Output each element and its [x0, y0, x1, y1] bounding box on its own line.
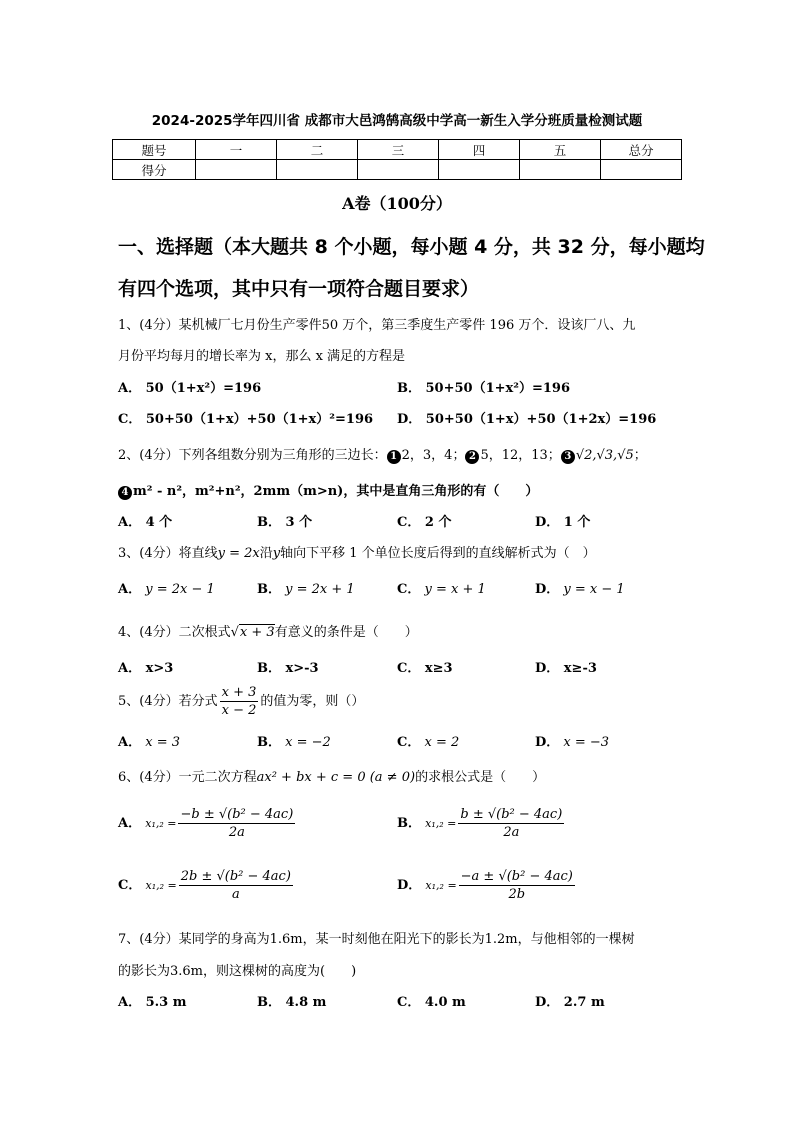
q2-root3: ,√3,	[592, 448, 618, 463]
q3-option-a-label: A．	[118, 582, 142, 597]
q4-option-b[interactable]: B． x>-3	[257, 661, 319, 676]
q5-numerator: x + 3	[221, 685, 257, 700]
score-table	[112, 139, 682, 180]
q2-group4: m² - n²，m²+n²，2mm（m>n)，其中是直角三角形的有（ ）	[133, 484, 539, 499]
q6-equation: ax² + bx + c = 0 (a ≠ 0)	[256, 770, 416, 785]
q5-prefix: 5、(4分）若分式	[118, 694, 218, 709]
q2-option-b[interactable]: B． 3 个	[257, 515, 313, 530]
q7-option-a[interactable]: A． 5.3 m	[118, 995, 187, 1010]
q6-option-d-fraction	[459, 868, 575, 903]
q6-option-c-lhs: x₁,₂ =	[145, 879, 177, 892]
q5-option-a[interactable]	[118, 731, 180, 750]
q1-option-c[interactable]: C． 50+50（1+x）+50（1+x）²=196	[118, 412, 374, 427]
q3-line-expr: y = 2x	[217, 546, 260, 561]
q6-option-b[interactable]	[397, 806, 566, 841]
score-header-cell: 题号	[113, 140, 196, 160]
q6-option-c[interactable]	[118, 868, 295, 903]
q3-option-a[interactable]	[118, 578, 215, 597]
q4-suffix: 有意义的条件是（ ）	[274, 625, 418, 640]
q7-stem-line2: 的影长为3.6m，则这棵树的高度为( )	[118, 964, 357, 979]
q7-option-b[interactable]: B． 4.8 m	[257, 995, 327, 1010]
q5-option-b-expr: x = −2	[285, 735, 331, 750]
score-cell[interactable]	[439, 160, 520, 180]
q4-option-d[interactable]: D． x≥-3	[535, 661, 597, 676]
score-header-cell: 三	[358, 140, 439, 160]
q2-group1: 2，3，4；	[401, 448, 466, 463]
score-cell[interactable]	[196, 160, 277, 180]
score-table-score-row	[113, 160, 682, 180]
score-header-cell: 总分	[601, 140, 682, 160]
q6-option-a-denominator: 2a	[228, 825, 245, 840]
q6-suffix: 的求根公式是（ ）	[415, 770, 546, 785]
q2-semicolon: ；	[633, 448, 647, 463]
q5-option-c-label: C．	[397, 735, 421, 750]
q1-option-d[interactable]: D． 50+50（1+x）+50（1+2x）=196	[397, 412, 657, 427]
circled-4-icon: 4	[118, 486, 132, 500]
q3-stem	[118, 542, 596, 561]
q7-option-c[interactable]: C． 4.0 m	[397, 995, 466, 1010]
q6-prefix: 6、(4分）一元二次方程	[118, 770, 257, 785]
score-cell[interactable]	[277, 160, 358, 180]
q7-stem-line1: 7、(4分）某同学的身高为1.6m，某一时刻他在阳光下的影长为1.2m，与他相邻的一棵树	[118, 932, 635, 947]
circled-1-icon: 1	[387, 450, 401, 464]
q2-prefix: 2、(4分）下列各组数分别为三角形的三边长：	[118, 448, 387, 463]
paper-a-heading: A卷（100分）	[342, 194, 452, 213]
q5-option-d[interactable]	[535, 731, 609, 750]
q6-option-d-label: D．	[397, 878, 422, 893]
score-row-label: 得分	[113, 160, 196, 180]
q2-stem-line2	[118, 480, 538, 500]
q5-option-c[interactable]	[397, 731, 459, 750]
q5-option-a-label: A．	[118, 735, 142, 750]
q6-option-a-lhs: x₁,₂ =	[145, 817, 177, 830]
q6-option-d-denominator: 2b	[508, 887, 526, 902]
q6-option-c-label: C．	[118, 878, 142, 893]
q7-option-d[interactable]: D． 2.7 m	[535, 995, 605, 1010]
q6-stem	[118, 766, 545, 785]
q3-option-d-expr: y = x − 1	[563, 582, 625, 597]
circled-3-icon: 3	[561, 450, 575, 464]
q6-option-a-label: A．	[118, 816, 142, 831]
q3-option-d[interactable]	[535, 578, 625, 597]
q5-suffix: 的值为零，则（）	[260, 694, 365, 709]
q1-option-a[interactable]: A． 50（1+x²）=196	[118, 381, 262, 396]
q6-option-d[interactable]	[397, 868, 577, 903]
q5-stem	[118, 684, 364, 719]
q3-option-b-label: B．	[257, 582, 281, 597]
q3-suffix: 轴向下平移 1 个单位长度后得到的直线解析式为（ ）	[280, 546, 596, 561]
score-header-cell: 五	[520, 140, 601, 160]
q3-axis: y	[272, 546, 281, 561]
q4-option-c[interactable]: C． x≥3	[397, 661, 453, 676]
q6-option-b-fraction	[458, 806, 564, 841]
q4-prefix: 4、(4分）二次根式	[118, 625, 231, 640]
score-header-cell: 一	[196, 140, 277, 160]
q1-stem-line2: 月份平均每月的增长率为 x，那么 x 满足的方程是	[118, 349, 406, 364]
q1-option-b[interactable]: B． 50+50（1+x²）=196	[397, 381, 570, 396]
q6-option-c-numerator: 2b ± √(b² − 4ac)	[180, 869, 291, 884]
circled-2-icon: 2	[465, 450, 479, 464]
q6-option-b-label: B．	[397, 816, 421, 831]
q5-option-b[interactable]	[257, 731, 331, 750]
q5-option-d-expr: x = −3	[563, 735, 610, 750]
q4-radicand: x + 3	[239, 625, 275, 640]
q3-option-d-label: D．	[535, 582, 560, 597]
q2-root5: √5	[617, 448, 634, 463]
q6-option-a-fraction	[178, 806, 295, 841]
q2-option-c[interactable]: C． 2 个	[397, 515, 452, 530]
q3-option-b-expr: y = 2x + 1	[285, 582, 355, 597]
score-header-cell: 二	[277, 140, 358, 160]
q3-option-c-label: C．	[397, 582, 421, 597]
q6-option-b-denominator: 2a	[503, 825, 520, 840]
q6-option-c-denominator: a	[231, 887, 240, 902]
q2-root2: √2	[575, 448, 593, 463]
q5-fraction	[220, 684, 259, 719]
section-heading-line1: 一、选择题（本大题共 8 个小题，每小题 4 分，共 32 分，每小题均	[118, 236, 705, 258]
score-cell[interactable]	[358, 160, 439, 180]
q3-option-c[interactable]	[397, 578, 486, 597]
q4-option-a[interactable]: A． x>3	[118, 661, 174, 676]
q6-option-d-numerator: −a ± √(b² − 4ac)	[460, 869, 573, 884]
q2-option-d[interactable]: D． 1 个	[535, 515, 591, 530]
q2-group2: 5，12，13；	[480, 448, 561, 463]
q2-stem-line1	[118, 444, 647, 464]
q6-option-a[interactable]	[118, 806, 297, 841]
q5-option-a-expr: x = 3	[145, 735, 180, 750]
q5-option-c-expr: x = 2	[424, 735, 460, 750]
q1-stem-line1: 1、(4分）某机械厂七月份生产零件50 万个，第三季度生产零件 196 万个．设该厂八、九	[118, 318, 636, 333]
section-heading-line2: 有四个选项，其中只有一项符合题目要求）	[118, 278, 480, 300]
q3-mid: 沿	[259, 546, 273, 561]
q5-denominator: x − 2	[221, 703, 257, 718]
q6-option-b-numerator: b ± √(b² − 4ac)	[460, 807, 563, 822]
q4-stem	[118, 621, 418, 640]
q6-option-c-fraction	[179, 868, 293, 903]
q6-option-a-numerator: −b ± √(b² − 4ac)	[180, 807, 294, 822]
score-table-header-row	[113, 140, 682, 160]
score-header-cell: 四	[439, 140, 520, 160]
q6-option-b-lhs: x₁,₂ =	[425, 817, 457, 830]
q3-option-b[interactable]	[257, 578, 355, 597]
q3-prefix: 3、(4分）将直线	[118, 546, 218, 561]
score-cell[interactable]	[601, 160, 682, 180]
q4-radical: √x + 3	[230, 625, 275, 640]
q5-option-b-label: B．	[257, 735, 281, 750]
exam-title: 2024-2025学年四川省 成都市大邑鸿鹄高级中学高一新生入学分班质量检测试题	[151, 113, 643, 129]
score-cell[interactable]	[520, 160, 601, 180]
q3-option-c-expr: y = x + 1	[424, 582, 486, 597]
q5-option-d-label: D．	[535, 735, 560, 750]
q6-option-d-lhs: x₁,₂ =	[425, 879, 457, 892]
q3-option-a-expr: y = 2x − 1	[145, 582, 215, 597]
q2-option-a[interactable]: A． 4 个	[118, 515, 173, 530]
